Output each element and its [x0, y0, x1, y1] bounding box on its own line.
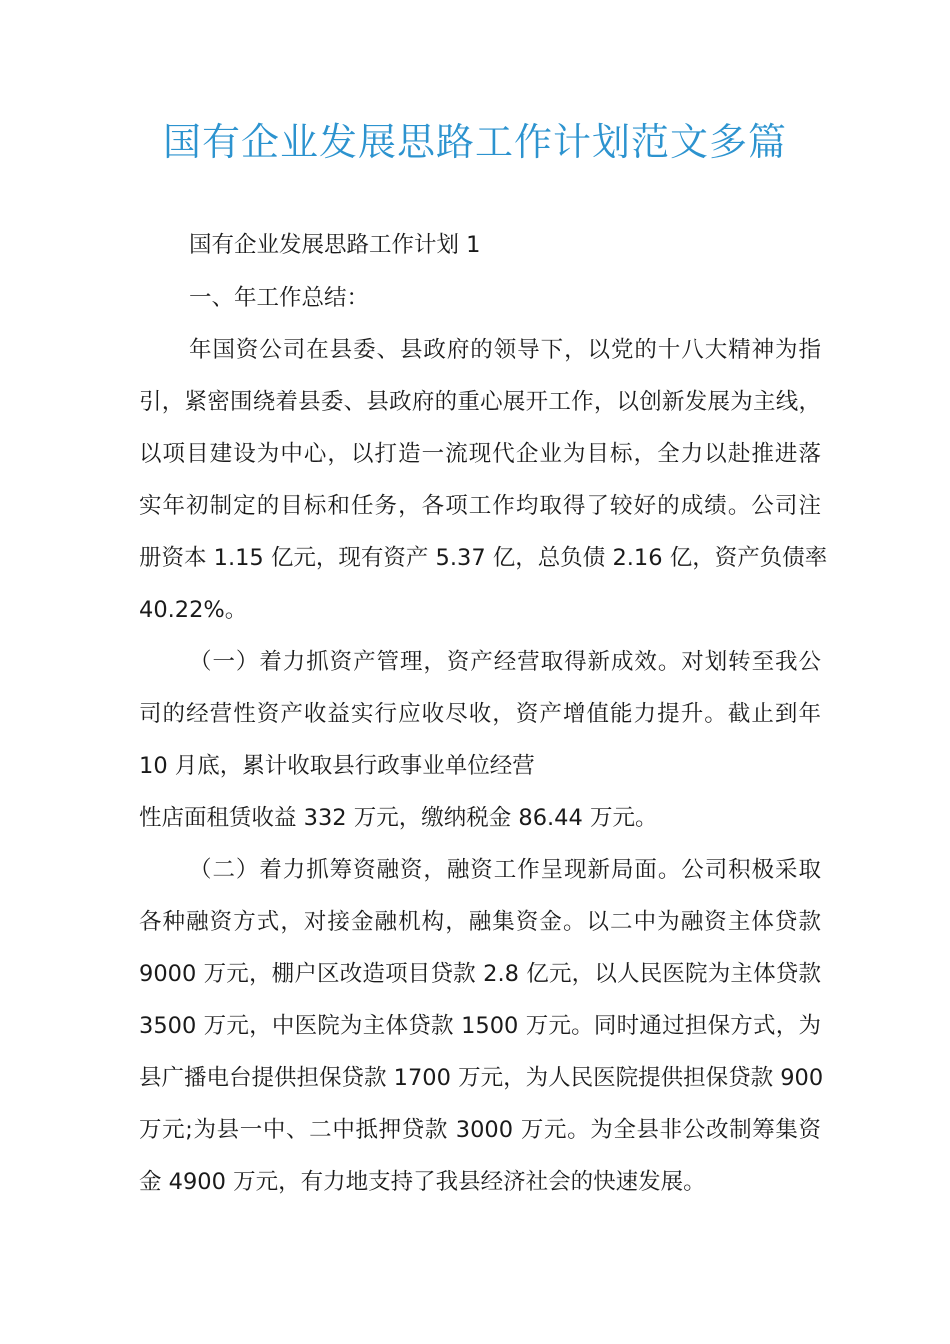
section-heading: 国有企业发展思路工作计划 1	[189, 232, 481, 258]
paragraph-line: 册资本 1.15 亿元，现有资产 5.37 亿，总负债 2.16 亿，资产负债率	[139, 545, 828, 571]
paragraph-line: 金 4900 万元，有力地支持了我县经济社会的快速发展。	[139, 1169, 706, 1195]
paragraph-line: 10 月底，累计收取县行政事业单位经营	[139, 753, 535, 779]
paragraph-line: 万元;为县一中、二中抵押贷款 3000 万元。为全县非公改制筹集资	[139, 1117, 821, 1143]
paragraph-line: 年国资公司在县委、县政府的领导下，以党的十八大精神为指	[189, 337, 821, 363]
paragraph-line: 40.22%。	[139, 597, 248, 623]
paragraph-line: 实年初制定的目标和任务，各项工作均取得了较好的成绩。公司注	[139, 493, 821, 519]
paragraph-line: 9000 万元，棚户区改造项目贷款 2.8 亿元，以人民医院为主体贷款	[139, 961, 821, 987]
subsection-heading: 一、年工作总结：	[189, 285, 370, 311]
paragraph-line: 县广播电台提供担保贷款 1700 万元，为人民医院提供担保贷款 900	[139, 1065, 824, 1091]
document-title: 国有企业发展思路工作计划范文多篇	[162, 120, 787, 164]
paragraph-line: 以项目建设为中心，以打造一流现代企业为目标，全力以赴推进落	[139, 441, 821, 467]
paragraph-line: 各种融资方式，对接金融机构，融集资金。以二中为融资主体贷款	[139, 909, 821, 935]
paragraph-line: 引，紧密围绕着县委、县政府的重心展开工作，以创新发展为主线，	[139, 389, 821, 415]
paragraph-line: （一）着力抓资产管理，资产经营取得新成效。对划转至我公	[189, 649, 821, 675]
paragraph-line: （二）着力抓筹资融资，融资工作呈现新局面。公司积极采取	[189, 857, 821, 883]
paragraph-line: 3500 万元，中医院为主体贷款 1500 万元。同时通过担保方式，为	[139, 1013, 821, 1039]
paragraph-line: 性店面租赁收益 332 万元，缴纳税金 86.44 万元。	[139, 805, 658, 831]
paragraph-line: 司的经营性资产收益实行应收尽收，资产增值能力提升。截止到年	[139, 701, 821, 727]
